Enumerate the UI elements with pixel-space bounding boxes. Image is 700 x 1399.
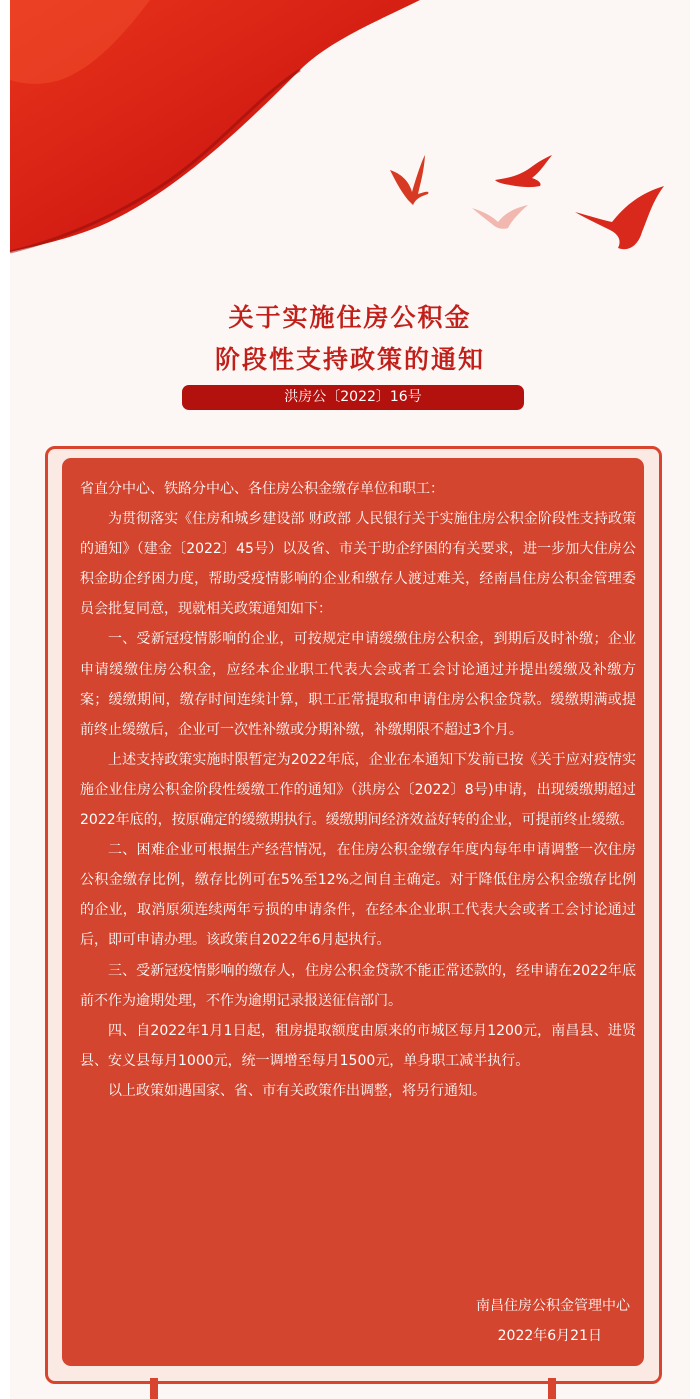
- notice-body: [80, 474, 636, 1106]
- right-margin: [690, 0, 700, 1399]
- signature-date: 2022年6月21日: [497, 1328, 602, 1344]
- flying-doves-decoration: [380, 150, 670, 260]
- paragraph-item-2: 二、困难企业可根据生产经营情况，在住房公积金缴存年度内每年申请调整一次住房公积金缴存比例，缴存比例可在5%至12%之间自主确定。对于降低住房公积金缴存比例的企业，取消原须连续两年亏损的申请条件，在经本企业职工代表大会或者工会讨论通过后，即可申请办理。该政策自2022年6月起执行。: [80, 842, 636, 949]
- paragraph-item-1-supplement: 上述支持政策实施时限暂定为2022年底，企业在本通知下发前已按《关于应对疫情实施企业住房公积金阶段性缓缴工作的通知》（洪房公〔2022〕8号)申请，出现缓缴期超过2022年底的，按原确定的缓缴期执行。缓缴期间经济效益好转的企业，可提前终止缓缴。: [80, 751, 636, 829]
- document-number-badge: 洪房公〔2022〕16号: [182, 385, 524, 410]
- page-title-line-1: 关于实施住房公积金: [228, 303, 472, 332]
- frame-leg-left: [150, 1378, 158, 1399]
- dove-icon: [472, 205, 528, 229]
- paragraph-intro: 为贯彻落实《住房和城乡建设部 财政部 人民银行关于实施住房公积金阶段性支持政策的通知》（建金〔2022〕45号）以及省、市关于助企纾困的有关要求，进一步加大住房公积金助企纾困力度，帮助受疫情影响的企业和缴存人渡过难关，经南昌住房公积金管理委员会批复同意，现就相关政策通知如下：: [80, 511, 636, 618]
- paragraph-closing: 以上政策如遇国家、省、市有关政策作出调整，将另行通知。: [108, 1082, 486, 1099]
- paragraph-item-3: 三、受新冠疫情影响的缴存人，住房公积金贷款不能正常还款的，经申请在2022年底前不作为逾期处理，不作为逾期记录报送征信部门。: [80, 962, 636, 1009]
- signature-organization: 南昌住房公积金管理中心: [476, 1298, 630, 1314]
- dove-icon: [495, 155, 552, 187]
- red-flag-decoration: [0, 0, 430, 260]
- paragraph-item-4: 四、自2022年1月1日起，租房提取额度由原来的市城区每月1200元，南昌县、进贤县、安义县每月1000元，统一调增至每月1500元，单身职工减半执行。: [80, 1022, 636, 1069]
- greeting: 省直分中心、铁路分中心、各住房公积金缴存单位和职工：: [80, 481, 444, 497]
- paragraph-item-1: 一、受新冠疫情影响的企业，可按规定申请缓缴住房公积金，到期后及时补缴；企业申请缓缴住房公积金，应经本企业职工代表大会或者工会讨论通过并提出缓缴及补缴方案；缓缴期间，缴存时间连续计算，职工正常提取和申请住房公积金贷款。缓缴期满或提前终止缓缴后，企业可一次性补缴或分期补缴，补缴期限不超过3个月。: [80, 631, 636, 738]
- dove-icon: [390, 155, 428, 205]
- frame-leg-right: [548, 1378, 556, 1399]
- dove-icon: [575, 186, 664, 249]
- page-title-line-2: 阶段性支持政策的通知: [214, 345, 485, 374]
